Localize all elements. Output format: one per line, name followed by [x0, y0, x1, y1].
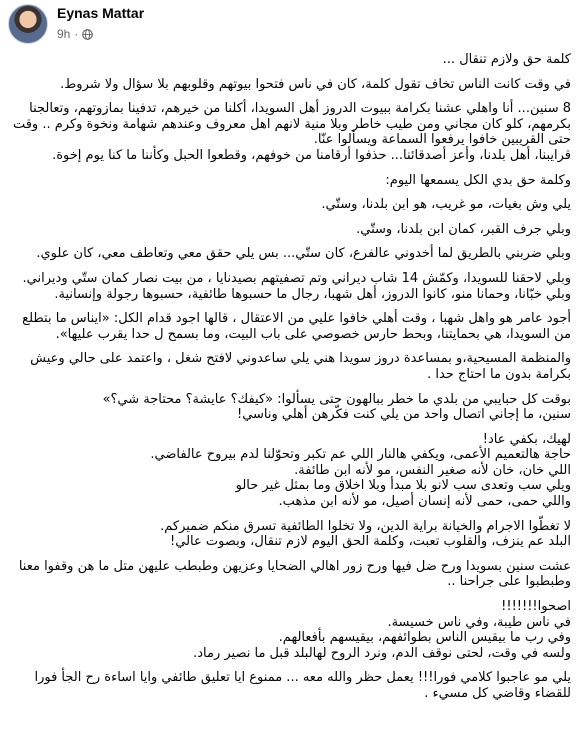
post-line: لا تغطّوا الاجرام والخيانة براية الدين، ولا تخلوا الطائفية تسرق منكم ضميركم. [160, 518, 571, 534]
paragraph-gap [5, 550, 571, 559]
post-line: ويلي سب وتعدى سب لانو بلا مبدأ وبلا اخلاق وما بمثل غير حالو [235, 478, 571, 494]
post-line: اللي خان، خان لأنه صغير النفس، مو لأنه ابن طائفة. [294, 462, 571, 478]
paragraph-gap [5, 342, 571, 351]
post-line: وكلمة حق بدي الكل يسمعها اليوم: [385, 172, 571, 188]
paragraph-gap [5, 213, 571, 222]
post-header [0, 0, 583, 50]
paragraph-gap [5, 68, 571, 77]
post-line: في ناس طيبة، وفي ناس خسيسة. [387, 614, 571, 630]
paragraph-gap [5, 164, 571, 173]
paragraph-gap [5, 237, 571, 246]
paragraph-gap [5, 92, 571, 101]
post-line: والمنظمة المسيحية،و بمساعدة دروز سويدا هني يلي ساعدوني لافتح شغل ، واعتمد على حالي وعيش بكرامة بدون ما احتاج حدا . [30, 351, 571, 382]
globe-icon[interactable] [82, 29, 93, 40]
paragraph-gap [5, 262, 571, 271]
post-body [5, 52, 571, 702]
post-line: وبلي جرف القبر، كمان ابن بلدنا، وستّي. [356, 221, 571, 237]
post-line: سنين، ما إجاني اتصال واحد من يلي كنت فكّرهن أهلي وناسي! [236, 407, 571, 423]
post-line: اصحوا!!!!!!! [501, 599, 571, 615]
post-line: حاجة هالتعميم الأعمى، ويكفي هالنار اللي عم تكبر وتحوّلنا لدم بيروح عالفاضي. [150, 447, 571, 463]
post-line: 8 سنين... أنا واهلي عشنا بكرامة ببيوت الدروز أهل السويدا، أكلنا من خيرهم، تدفينا بمازوتهم، وتعالجنا بكرمهم، كلو كان مجاني ومن طيب خاطر وبلا منية لانهم اهل معروف وعندهم شهامة ونخوة وكرم .. وقت حتى القريبين خافوا يرفعوا السماعة ويسألوا عنّا. [12, 101, 571, 148]
paragraph-gap [5, 383, 571, 392]
post-line: عشت سنين بسويدا ورح ضل فيها ورح زور اهالي الضحايا وعزيهن وطبطب عليهن متل ما هن وقفوا معنا وطبطبوا على جراحنا .. [18, 558, 571, 590]
post-line: كلمة حق ولازم تنقال ... [442, 52, 571, 67]
avatar[interactable] [8, 4, 48, 44]
post-time[interactable]: 9h [57, 27, 71, 41]
paragraph-gap [5, 423, 571, 432]
post-line: وفي رب ما بيقيس الناس بطوائفهم، بيقيسهم بأفعالهم. [278, 630, 571, 646]
post-line: يلي مو عاجبوا كلامي فورا!!! يعمل حظر والله معه ... ممنوع ايا تعليق طائفي وايا اساءة رح الجأ فورا للقضاء وقاضي كل مسيء . [34, 670, 571, 701]
post-line: واللي حمى، حمى لأنه إنسان أصيل، مو لأنه ابن مذهب. [278, 494, 571, 510]
post-meta [57, 27, 93, 41]
post-line: في وقت كانت الناس تخاف تقول كلمة، كان في ناس فتحوا بيوتهم وقلوبهم بلا سؤال ولا شروط. [60, 76, 571, 92]
post-line: قرايبنا، أهل بلدنا، وأعز أصدقائنا... حذفوا أرقامنا من خوفهم، وقطعوا الحبل وكأننا ما كنا يوم إخوة. [52, 147, 571, 163]
post-line: ولسه في وقت، لحتى نوقف الدم، ونرد الروح لهالبلد قبل ما نصير رماد. [193, 645, 571, 661]
post-line: وبلي خبّانا، وحمانا منو، كانوا الدروز، أهل شهبا، رجال ما حسبوها طائفية، حسبوها رجولة وإنسانية. [54, 286, 571, 302]
author-name[interactable]: Eynas Mattar [57, 5, 145, 21]
post-line: وبلي ضربني بالطريق لما أخدوني عالفرع، كان ستّي... بس يلي حقق معي وتعاطف معي، كان علوي. [36, 246, 571, 262]
paragraph-gap [5, 510, 571, 519]
post-line: البلد عم ينزف، والقلوب تعبت، وكلمة الحق اليوم لازم تنقال، وبصوت عالي! [170, 534, 571, 550]
paragraph-gap [5, 590, 571, 599]
paragraph-gap [5, 302, 571, 311]
post-line: بوقت كل حبايبي من بلدي ما خطر ببالهون حتى يسألوا: «كيفك؟ عايشة؟ محتاجة شي؟» [102, 391, 571, 407]
post-line: وبلي لاحقنا للسويدا، وكمّش 14 شاب ديراني وتم تصفيتهم بصيدنايا ، من بيت نصار كمان ستّي وديراني. [22, 270, 571, 286]
paragraph-gap [5, 188, 571, 197]
post-line: يلي وش بغيات، مو غريب، هو ابن بلدنا، وستّي. [321, 197, 571, 213]
post-line: لهيك، بكفي عاد! [482, 431, 571, 447]
separator-dot: · [74, 27, 79, 41]
post-line: أجود عامر هو واهل شهبا ، وقت أهلي خافوا عليي من الاعتقال ، قالها اجود قدام الكل: «ايناس ما بتطلع من السويدا، هي بحمايتنا، وبحط حارس خصوصي على باب البيت، وما بسمح ل حدا يقرب عليها». [22, 311, 571, 342]
